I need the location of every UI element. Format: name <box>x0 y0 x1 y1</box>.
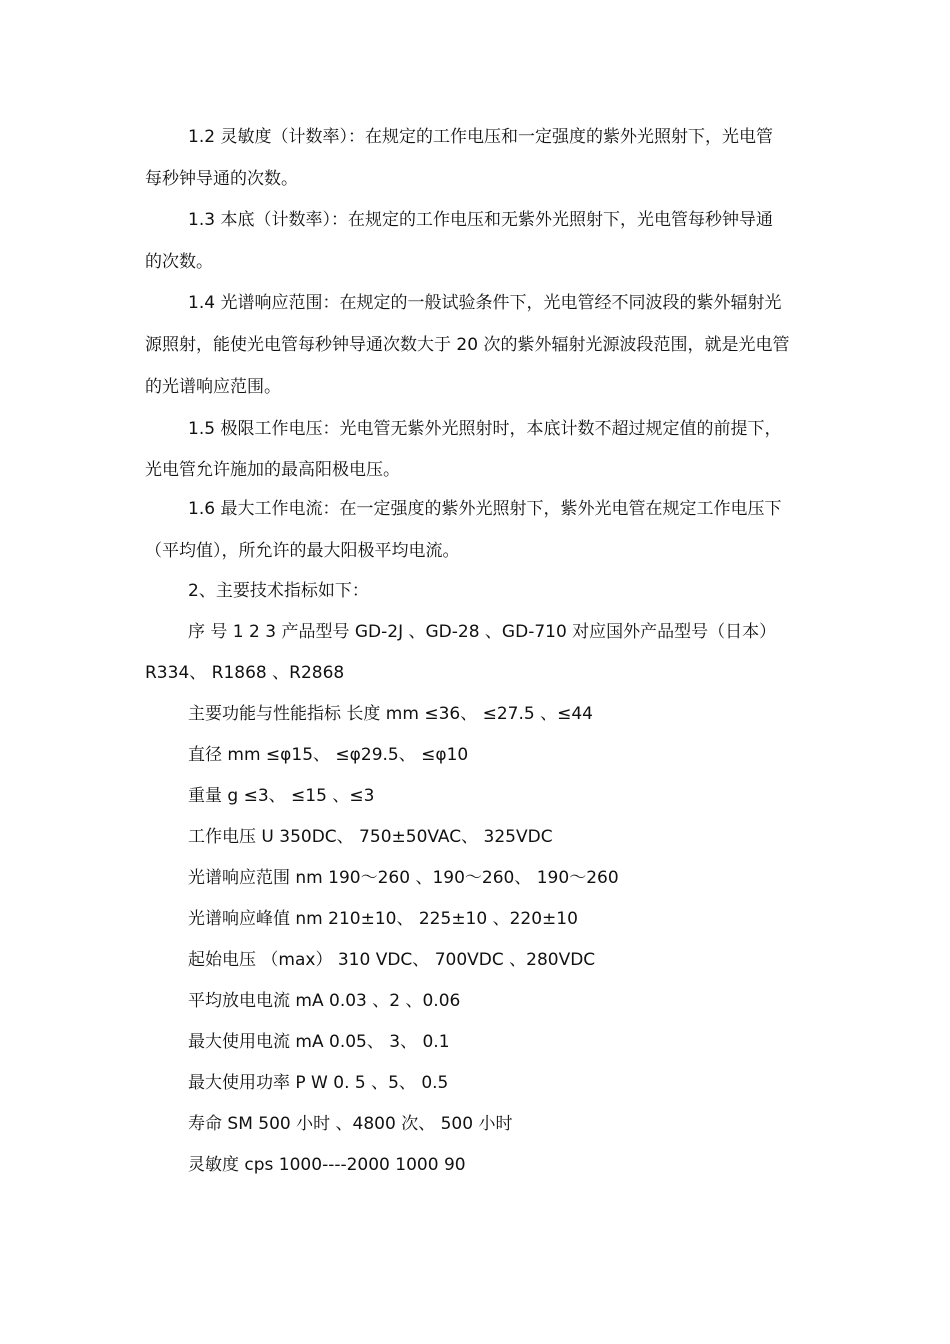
paragraph-1-5-line-2: 光电管允许施加的最高阳极电压。 <box>145 460 400 480</box>
spec-weight: 重量 g ≤3、 ≤15 、≤3 <box>188 786 375 806</box>
spec-starting-voltage: 起始电压 （max） 310 VDC、 700VDC 、280VDC <box>188 950 596 970</box>
product-line-2: R334、 R1868 、R2868 <box>145 663 345 683</box>
paragraph-1-4-line-3: 的光谱响应范围。 <box>145 377 281 397</box>
paragraph-1-3-line-2: 的次数。 <box>145 252 213 272</box>
spec-sensitivity: 灵敏度 cps 1000----2000 1000 90 <box>188 1155 466 1175</box>
spec-length: 主要功能与性能指标 长度 mm ≤36、 ≤27.5 、≤44 <box>188 704 593 724</box>
paragraph-1-6-line-2: （平均值），所允许的最大阳极平均电流。 <box>145 541 460 561</box>
spec-average-discharge-current: 平均放电电流 mA 0.03 、2 、0.06 <box>188 991 461 1011</box>
spec-max-power: 最大使用功率 P W 0. 5 、5、 0.5 <box>188 1073 449 1093</box>
spec-working-voltage: 工作电压 U 350DC、 750±50VAC、 325VDC <box>188 827 553 847</box>
spec-lifetime: 寿命 SM 500 小时 、4800 次、 500 小时 <box>188 1114 513 1134</box>
paragraph-1-5-line-1: 1.5 极限工作电压：光电管无紫外光照射时，本底计数不超过规定值的前提下， <box>188 419 782 439</box>
paragraph-1-4-line-2: 源照射，能使光电管每秒钟导通次数大于 20 次的紫外辐射光源波段范围，就是光电管 <box>145 335 790 355</box>
spec-spectral-range: 光谱响应范围 nm 190～260 、190～260、 190～260 <box>188 868 619 888</box>
spec-max-current: 最大使用电流 mA 0.05、 3、 0.1 <box>188 1032 450 1052</box>
spec-diameter: 直径 mm ≤φ15、 ≤φ29.5、 ≤φ10 <box>188 745 469 765</box>
paragraph-1-3-line-1: 1.3 本底（计数率）：在规定的工作电压和无紫外光照射下，光电管每秒钟导通 <box>188 210 773 230</box>
paragraph-1-2-line-2: 每秒钟导通的次数。 <box>145 169 298 189</box>
section-heading: 2、主要技术指标如下： <box>188 581 369 601</box>
paragraph-1-4-line-1: 1.4 光谱响应范围：在规定的一般试验条件下，光电管经不同波段的紫外辐射光 <box>188 293 782 313</box>
paragraph-1-6-line-1: 1.6 最大工作电流：在一定强度的紫外光照射下，紫外光电管在规定工作电压下 <box>188 499 782 519</box>
spec-spectral-peak: 光谱响应峰值 nm 210±10、 225±10 、220±10 <box>188 909 578 929</box>
paragraph-1-2-line-1: 1.2 灵敏度（计数率）：在规定的工作电压和一定强度的紫外光照射下，光电管 <box>188 127 773 147</box>
product-line-1: 序 号 1 2 3 产品型号 GD-2J 、GD-28 、GD-710 对应国外产品型号（日本） <box>188 622 777 642</box>
